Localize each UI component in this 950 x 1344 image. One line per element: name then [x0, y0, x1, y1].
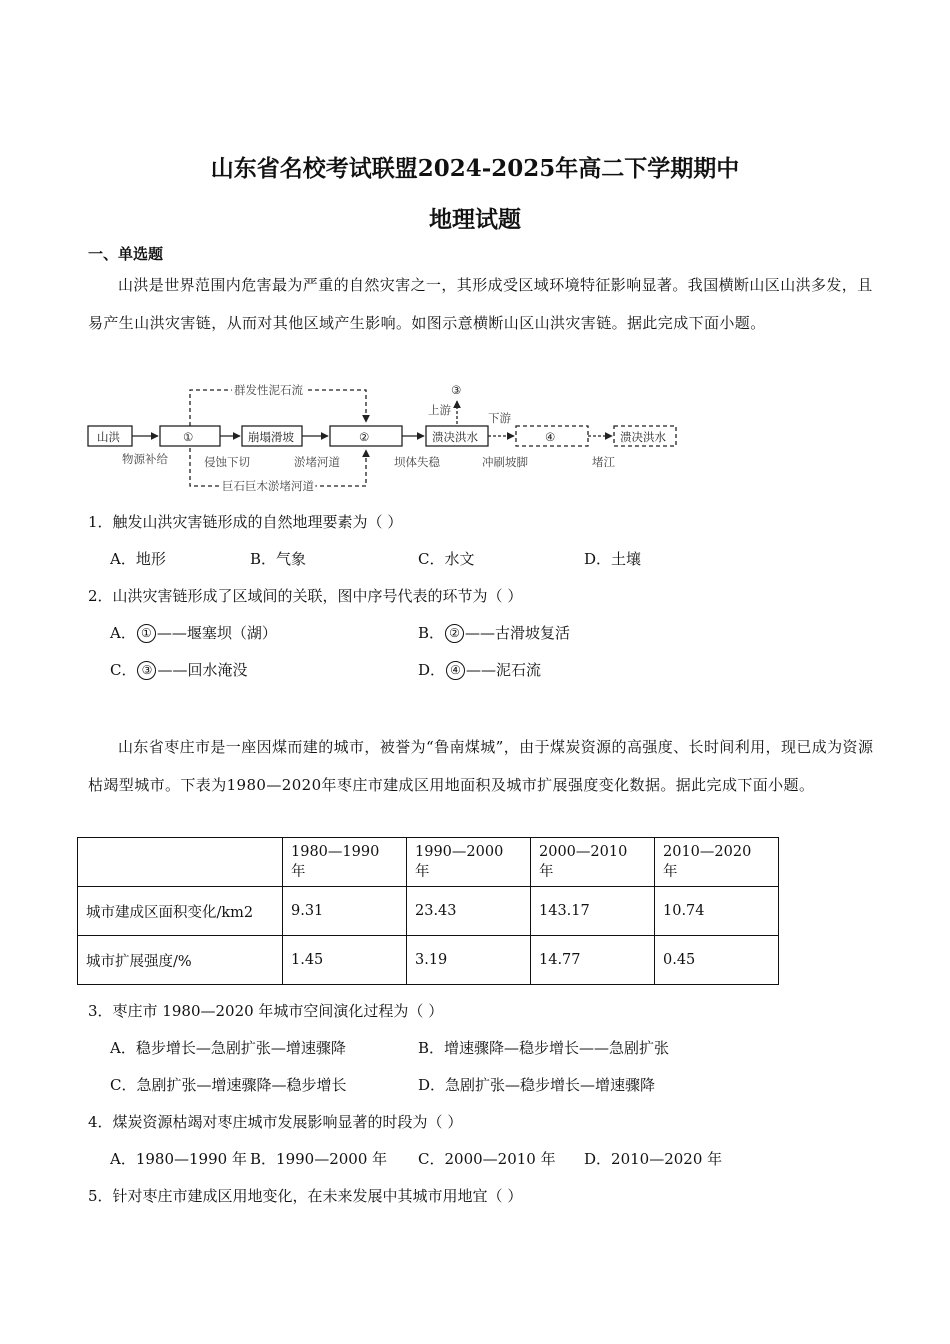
table-cell: 0.45 — [655, 936, 779, 985]
table-row — [78, 936, 779, 985]
question-5-stem: 5．针对枣庄市建成区用地变化，在未来发展中其城市用地宜（ ） — [88, 1187, 523, 1205]
page-subtitle: 地理试题 — [429, 206, 521, 233]
q2-option-d-letter: D． — [418, 661, 446, 679]
edge-label-scouring: 冲刷坡脚 — [482, 455, 528, 469]
q2-option-c-letter: C． — [110, 661, 137, 679]
q3-option-c[interactable]: C．急剧扩张—增速骤降—稳步增长 — [110, 1076, 347, 1094]
node-1-label: ① — [183, 430, 194, 444]
section-heading: 一、单选题 — [88, 245, 164, 263]
q3-option-d[interactable]: D．急剧扩张—稳步增长—增速骤降 — [418, 1076, 656, 1094]
table-header-cell: 2000—2010 年 — [531, 838, 655, 887]
table-cell: 3.19 — [407, 936, 531, 985]
table-cell: 1.45 — [283, 936, 407, 985]
flood-disaster-chain-diagram — [86, 378, 686, 496]
data-table — [77, 837, 779, 985]
q4-option-a[interactable]: A．1980—1990 年 — [110, 1150, 247, 1168]
table-header-cell: 1990—2000 年 — [407, 838, 531, 887]
downstream-label: 下游 — [488, 411, 511, 425]
q2-option-b-letter: B． — [418, 624, 445, 642]
q1-option-b[interactable]: B．气象 — [250, 550, 307, 568]
q2-option-d-text: ——泥石流 — [466, 661, 542, 679]
q2-option-b[interactable] — [418, 622, 570, 643]
top-loop-label: 群发性泥石流 — [234, 383, 303, 397]
upstream-label: 上游 — [428, 403, 451, 417]
q2-option-d[interactable] — [418, 659, 541, 680]
q2-option-c-text: ——回水淹没 — [157, 661, 248, 679]
q4-option-b[interactable]: B．1990—2000 年 — [250, 1150, 388, 1168]
q1-option-c[interactable]: C．水文 — [418, 550, 475, 568]
table-row — [78, 887, 779, 936]
edge-label-river-block: 堵江 — [592, 455, 615, 469]
table-cell: 143.17 — [531, 887, 655, 936]
question-3-stem: 3．枣庄市 1980—2020 年城市空间演化过程为（ ） — [88, 1002, 444, 1020]
table-cell: 14.77 — [531, 936, 655, 985]
table-cell: 9.31 — [283, 887, 407, 936]
table-cell: 城市建成区面积变化/km2 — [78, 887, 283, 936]
node-outburst-flood-label: 溃决洪水 — [432, 430, 478, 444]
q4-option-d[interactable]: D．2010—2020 年 — [584, 1150, 723, 1168]
edge-label-erosion: 侵蚀下切 — [204, 455, 250, 469]
q2-option-a-letter: A． — [110, 624, 136, 642]
question-1-stem: 1．触发山洪灾害链形成的自然地理要素为（ ） — [88, 513, 403, 531]
table-header-cell: 2010—2020 年 — [655, 838, 779, 887]
table-cell: 23.43 — [407, 887, 531, 936]
q3-option-b[interactable]: B．增速骤降—稳步增长——急剧扩张 — [418, 1039, 670, 1057]
table-header-row — [78, 838, 779, 887]
circled-number: ④ — [446, 661, 465, 680]
node-2-label: ② — [359, 430, 370, 444]
q1-option-d[interactable]: D．土壤 — [584, 550, 642, 568]
table-cell: 10.74 — [655, 887, 779, 936]
q2-option-c[interactable] — [110, 659, 248, 680]
question-4-stem: 4．煤炭资源枯竭对枣庄城市发展影响显著的时段为（ ） — [88, 1113, 463, 1131]
question-2-stem: 2．山洪灾害链形成了区域间的关联，图中序号代表的环节为（ ） — [88, 587, 523, 605]
passage-flood: 山洪是世界范围内危害最为严重的自然灾害之一，其形成受区域环境特征影响显著。我国横断山区山洪多发，且易产生山洪灾害链，从而对其他区域产生影响。如图示意横断山区山洪灾害链。据此完成下面小题。 — [88, 276, 873, 332]
table-header-cell: 1980—1990 年 — [283, 838, 407, 887]
edge-label-dam-failure: 坝体失稳 — [394, 455, 440, 469]
node-4-label: ④ — [545, 430, 556, 444]
node-outburst-flood-2-label: 溃决洪水 — [620, 430, 666, 444]
q2-option-a-text: ——堰塞坝（湖） — [156, 624, 277, 642]
table-cell: 城市扩展强度/% — [78, 936, 283, 985]
passage-zaozhuang: 山东省枣庄市是一座因煤而建的城市，被誉为“鲁南煤城”，由于煤炭资源的高强度、长时间利用，现已成为资源枯竭型城市。下表为1980—2020年枣庄市建成区用地面积及城市扩展强度变化数据。据此完成下面小题。 — [88, 738, 874, 794]
circled-number: ① — [137, 624, 156, 643]
q4-option-c[interactable]: C．2000—2010 年 — [418, 1150, 556, 1168]
q3-option-a[interactable]: A．稳步增长—急剧扩张—增速骤降 — [110, 1039, 346, 1057]
page-title: 山东省名校考试联盟2024-2025年高二下学期期中 — [210, 155, 740, 182]
q1-option-a[interactable]: A．地形 — [110, 550, 166, 568]
node-3-label: ③ — [451, 383, 462, 397]
node-flood-label: 山洪 — [97, 430, 120, 444]
q2-option-a[interactable] — [110, 622, 277, 643]
q2-option-b-text: ——古滑坡复活 — [465, 624, 571, 642]
node-landslide-label: 崩塌滑坡 — [248, 430, 294, 444]
edge-label-blocking: 淤堵河道 — [294, 455, 340, 469]
bottom-loop-label: 巨石巨木淤堵河道 — [222, 479, 314, 493]
circled-number: ③ — [137, 661, 156, 680]
table-header-cell — [78, 838, 283, 887]
edge-label-supply: 物源补给 — [122, 452, 168, 466]
circled-number: ② — [445, 624, 464, 643]
